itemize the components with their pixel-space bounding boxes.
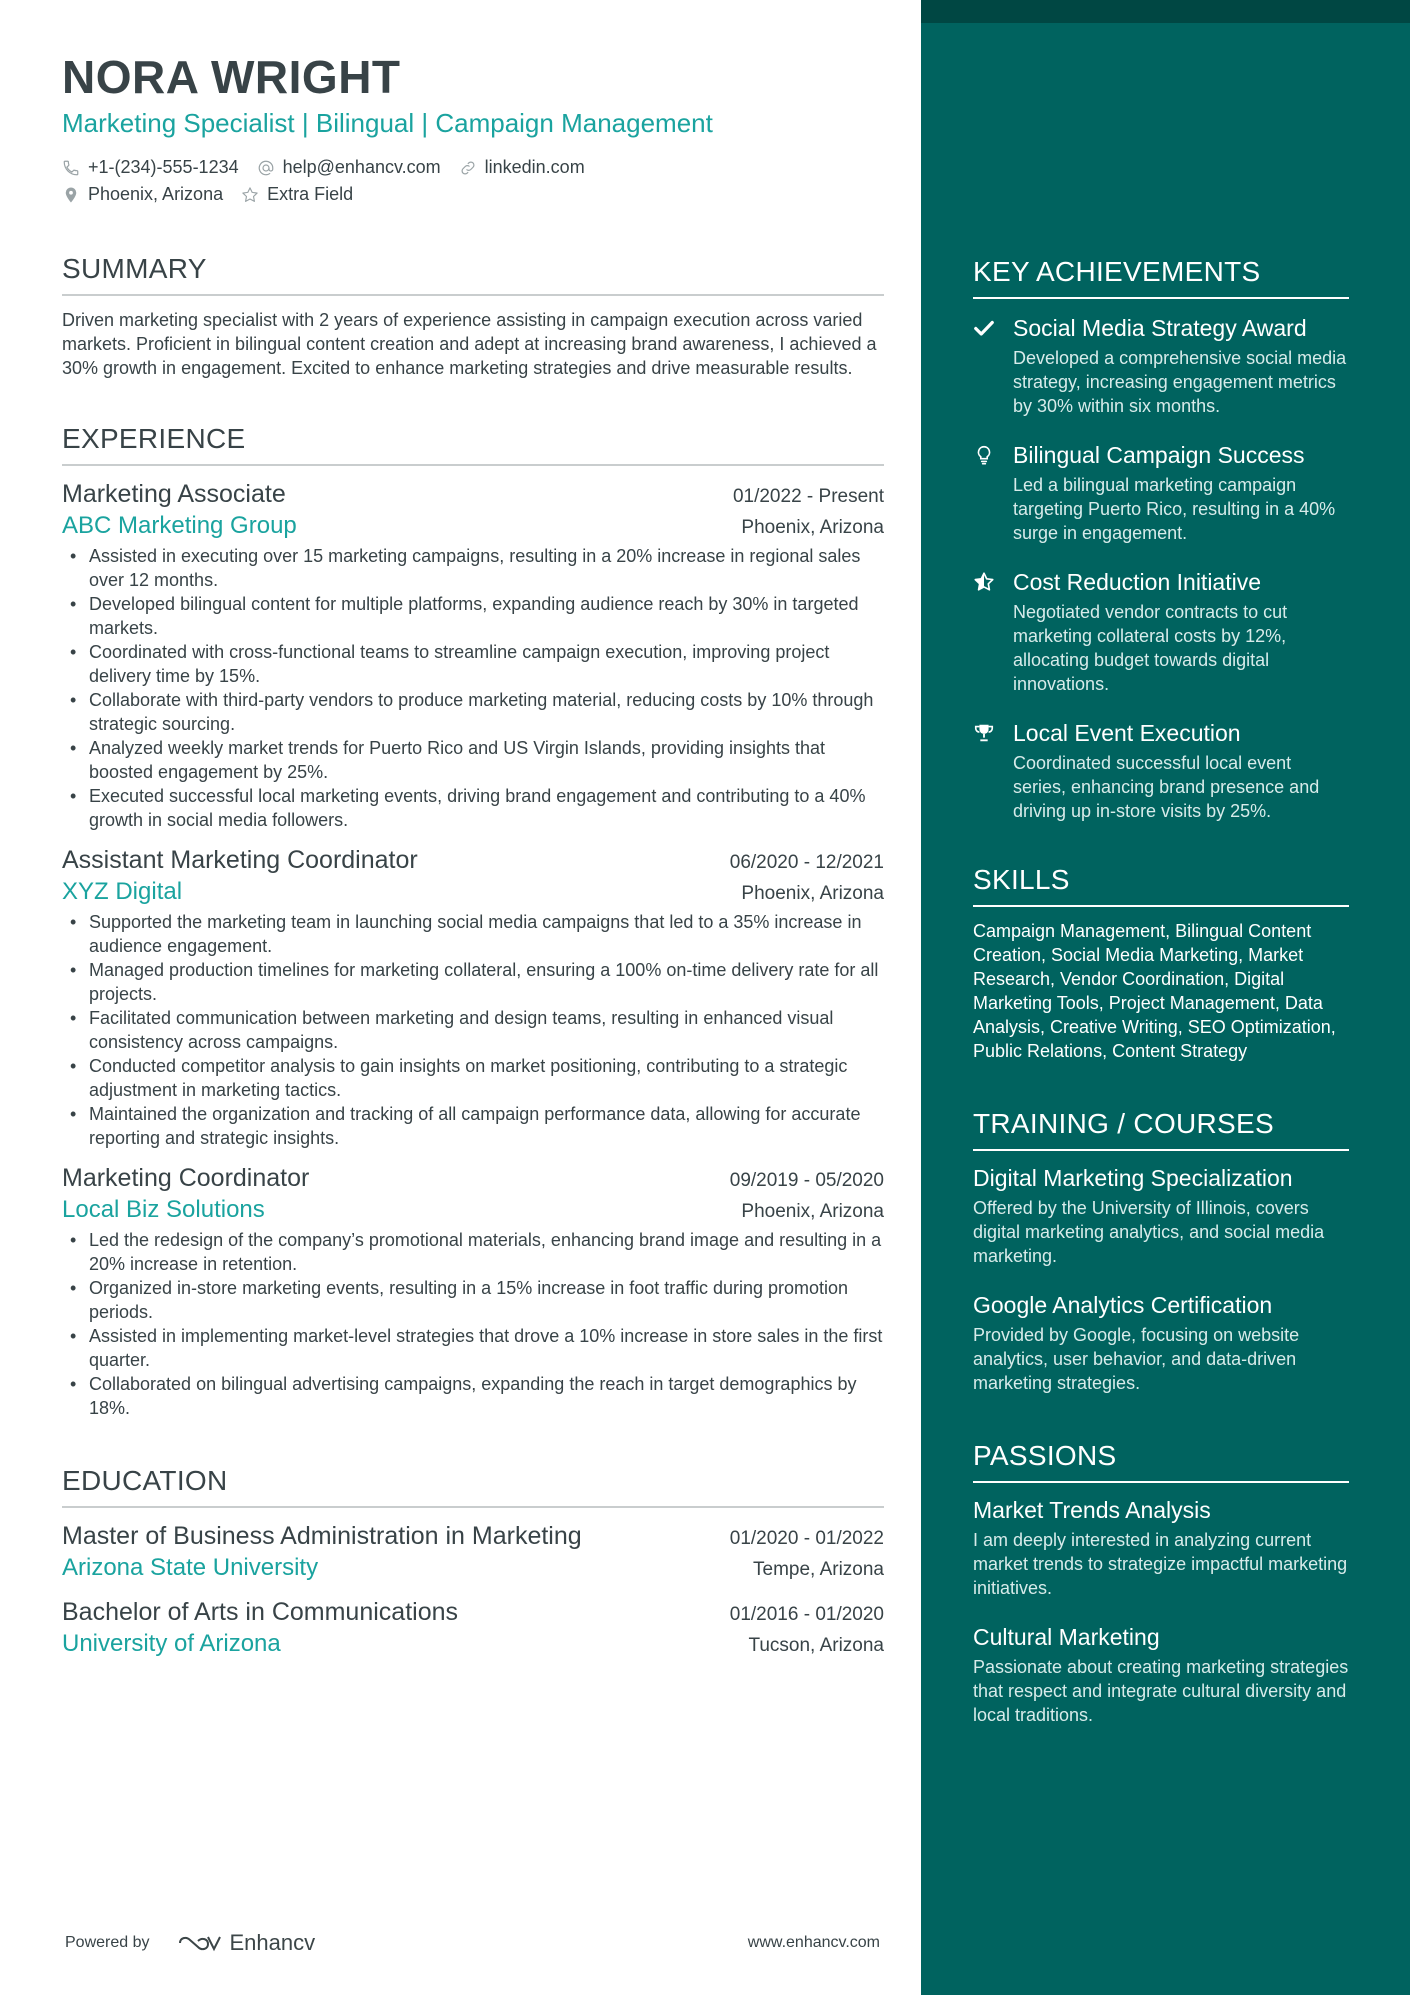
achievement-item: [973, 567, 1349, 696]
sidebar-column: [973, 255, 1349, 1727]
skills-title: SKILLS: [973, 863, 1349, 907]
passions-title: PASSIONS: [973, 1439, 1349, 1483]
contact-email[interactable]: [257, 157, 441, 178]
achievements-title: KEY ACHIEVEMENTS: [973, 255, 1349, 299]
job-bullet: • Conducted competitor analysis to gain insights on market positioning, contributing to a strategic adjustment in marketing tactics.: [62, 1054, 884, 1102]
training-item: [973, 1163, 1349, 1268]
linkedin-text: linkedin.com: [484, 157, 585, 177]
sidebar-top-band: [921, 0, 1410, 23]
job-date: 06/2020 - 12/2021: [729, 852, 884, 873]
training-item-title: Google Analytics Certification: [973, 1292, 1273, 1318]
job-date: 01/2022 - Present: [732, 486, 884, 507]
job-bullet: • Maintained the organization and tracking of all campaign performance data, allowing for accurate reporting and strategic insights.: [62, 1102, 884, 1150]
job-bullet: • Organized in-store marketing events, resulting in a 15% increase in foot traffic during promotion periods.: [62, 1276, 884, 1324]
job-bullet: • Assisted in implementing market-level strategies that drove a 10% increase in store sales in the first quarter.: [62, 1324, 884, 1372]
job-company: Local Biz Solutions: [62, 1196, 265, 1223]
training-section: [973, 1107, 1349, 1395]
achievement-desc: Coordinated successful local event series, enhancing brand presence and driving up in-store visits by 25%.: [1013, 753, 1320, 821]
training-item: [973, 1290, 1349, 1395]
degree-title: Master of Business Administration in Marketing: [62, 1522, 582, 1550]
school-name: University of Arizona: [62, 1630, 281, 1657]
job-location: Phoenix, Arizona: [741, 1201, 884, 1222]
job-bullet: • Collaborate with third-party vendors to produce marketing material, reducing costs by 10% through strategic sourcing.: [62, 688, 884, 736]
phone-icon: [62, 159, 80, 177]
job-bullets: [62, 910, 884, 1150]
powered-by: [65, 1930, 315, 1956]
passion-item: [973, 1622, 1349, 1727]
education-date: 01/2020 - 01/2022: [729, 1528, 884, 1549]
job-title: Assistant Marketing Coordinator: [62, 846, 418, 874]
job-title: Marketing Associate: [62, 480, 286, 508]
skills-text: Campaign Management, Bilingual Content Creation, Social Media Marketing, Market Research, Vendor Coordination, Digital Marketing Tools, Project Management, Data Analysis, Creative Writing, SEO Optimization, Public Relations, Content Strategy: [973, 921, 1336, 1061]
achievement-desc: Developed a comprehensive social media strategy, increasing engagement metrics by 30% within six months.: [1013, 348, 1347, 416]
candidate-name: NORA WRIGHT: [62, 51, 401, 103]
link-icon: [459, 159, 477, 177]
job-bullet: • Led the redesign of the company’s promotional materials, enhancing brand image and resulting in a 20% increase in retention.: [62, 1228, 884, 1276]
passions-section: [973, 1439, 1349, 1727]
enhancv-logo-icon: [176, 1931, 224, 1955]
achievement-title: Cost Reduction Initiative: [1013, 569, 1262, 595]
passion-item-title: Market Trends Analysis: [973, 1497, 1211, 1523]
contact-phone: [62, 157, 239, 178]
education-entry: [62, 1596, 884, 1660]
job-title: Marketing Coordinator: [62, 1164, 310, 1192]
school-name: Arizona State University: [62, 1554, 319, 1581]
job-entry: [62, 478, 884, 832]
job-location: Phoenix, Arizona: [741, 883, 884, 904]
job-entry: [62, 844, 884, 1150]
job-bullet: • Assisted in executing over 15 marketing campaigns, resulting in a 20% increase in regional sales over 12 months.: [62, 544, 884, 592]
checkmark-icon: [973, 317, 995, 339]
job-bullet: • Supported the marketing team in launching social media campaigns that led to a 35% increase in audience engagement.: [62, 910, 884, 958]
phone-text: +1-(234)-555-1234: [88, 157, 239, 177]
job-entry: [62, 1162, 884, 1420]
training-item-desc: Provided by Google, focusing on website analytics, user behavior, and data-driven marketing strategies.: [973, 1325, 1300, 1393]
passion-item-desc: Passionate about creating marketing strategies that respect and integrate cultural diversity and local traditions.: [973, 1657, 1349, 1725]
job-location: Phoenix, Arizona: [741, 517, 884, 538]
education-date: 01/2016 - 01/2020: [729, 1604, 884, 1625]
achievement-title: Local Event Execution: [1013, 720, 1241, 746]
achievement-desc: Led a bilingual marketing campaign targeting Puerto Rico, resulting in a 40% surge in engagement.: [1013, 475, 1336, 543]
education-section: [62, 1464, 884, 1660]
job-bullets: [62, 1228, 884, 1420]
achievement-item: [973, 440, 1349, 545]
star-half-icon: [973, 571, 995, 593]
training-title: TRAINING / COURSES: [973, 1107, 1349, 1151]
achievement-title: Bilingual Campaign Success: [1013, 442, 1305, 468]
at-sign-icon: [257, 159, 275, 177]
job-bullets: [62, 544, 884, 832]
job-bullet: • Coordinated with cross-functional teams to streamline campaign execution, improving project delivery time by 15%.: [62, 640, 884, 688]
trophy-icon: [973, 722, 995, 744]
page-footer: [65, 1930, 880, 1956]
brand-logo[interactable]: [176, 1930, 316, 1956]
school-location: Tempe, Arizona: [753, 1559, 884, 1580]
candidate-headline: Marketing Specialist | Bilingual | Campaign Management: [62, 108, 713, 138]
location-text: Phoenix, Arizona: [88, 184, 224, 204]
passion-item-title: Cultural Marketing: [973, 1624, 1160, 1650]
star-icon: [241, 186, 259, 204]
achievement-item: [973, 718, 1349, 823]
job-date: 09/2019 - 05/2020: [729, 1170, 884, 1191]
contact-info: [62, 154, 884, 208]
contact-extra: [241, 184, 353, 205]
powered-by-label: Powered by: [65, 1934, 150, 1951]
summary-section: [62, 252, 884, 380]
job-bullet: • Collaborated on bilingual advertising campaigns, expanding the reach in target demographics by 18%.: [62, 1372, 884, 1420]
brand-name: Enhancv: [229, 1930, 316, 1955]
email-text: help@enhancv.com: [282, 157, 441, 177]
job-company: ABC Marketing Group: [62, 512, 297, 539]
website-link[interactable]: www.enhancv.com: [747, 1934, 880, 1951]
education-title: EDUCATION: [62, 1464, 884, 1508]
job-bullet: • Developed bilingual content for multiple platforms, expanding audience reach by 30% in targeted markets.: [62, 592, 884, 640]
contact-linkedin[interactable]: [459, 157, 585, 178]
skills-section: [973, 863, 1349, 1063]
training-item-title: Digital Marketing Specialization: [973, 1165, 1293, 1191]
degree-title: Bachelor of Arts in Communications: [62, 1598, 459, 1626]
achievement-title: Social Media Strategy Award: [1013, 315, 1307, 341]
contact-location: [62, 184, 223, 205]
job-bullet: • Managed production timelines for marketing collateral, ensuring a 100% on-time delivery rate for all projects.: [62, 958, 884, 1006]
experience-title: EXPERIENCE: [62, 422, 884, 466]
job-bullet: • Executed successful local marketing events, driving brand engagement and contributing to a 40% growth in social media followers.: [62, 784, 884, 832]
summary-text: Driven marketing specialist with 2 years of experience assisting in campaign execution across varied markets. Proficient in bilingual content creation and adept at increasing brand awareness, I achieved a 30% growth in engagement. Excited to enhance marketing strategies and drive measurable results.: [62, 310, 877, 378]
job-company: XYZ Digital: [62, 878, 183, 905]
main-column: [62, 50, 884, 1660]
passion-item: [973, 1495, 1349, 1600]
extra-text: Extra Field: [267, 184, 354, 204]
achievement-desc: Negotiated vendor contracts to cut marketing collateral costs by 12%, allocating budget towards digital innovations.: [1013, 602, 1288, 694]
achievement-item: [973, 313, 1349, 418]
passion-item-desc: I am deeply interested in analyzing current market trends to strategize impactful marketing initiatives.: [973, 1530, 1348, 1598]
education-entry: [62, 1520, 884, 1584]
training-item-desc: Offered by the University of Illinois, covers digital marketing analytics, and social media marketing.: [973, 1198, 1325, 1266]
experience-section: [62, 422, 884, 1420]
summary-title: SUMMARY: [62, 252, 884, 296]
school-location: Tucson, Arizona: [748, 1635, 884, 1656]
job-bullet: • Analyzed weekly market trends for Puerto Rico and US Virgin Islands, providing insights that boosted engagement by 25%.: [62, 736, 884, 784]
lightbulb-icon: [973, 444, 995, 466]
job-bullet: • Facilitated communication between marketing and design teams, resulting in enhanced visual consistency across campaigns.: [62, 1006, 884, 1054]
location-pin-icon: [62, 186, 80, 204]
achievements-section: [973, 255, 1349, 823]
